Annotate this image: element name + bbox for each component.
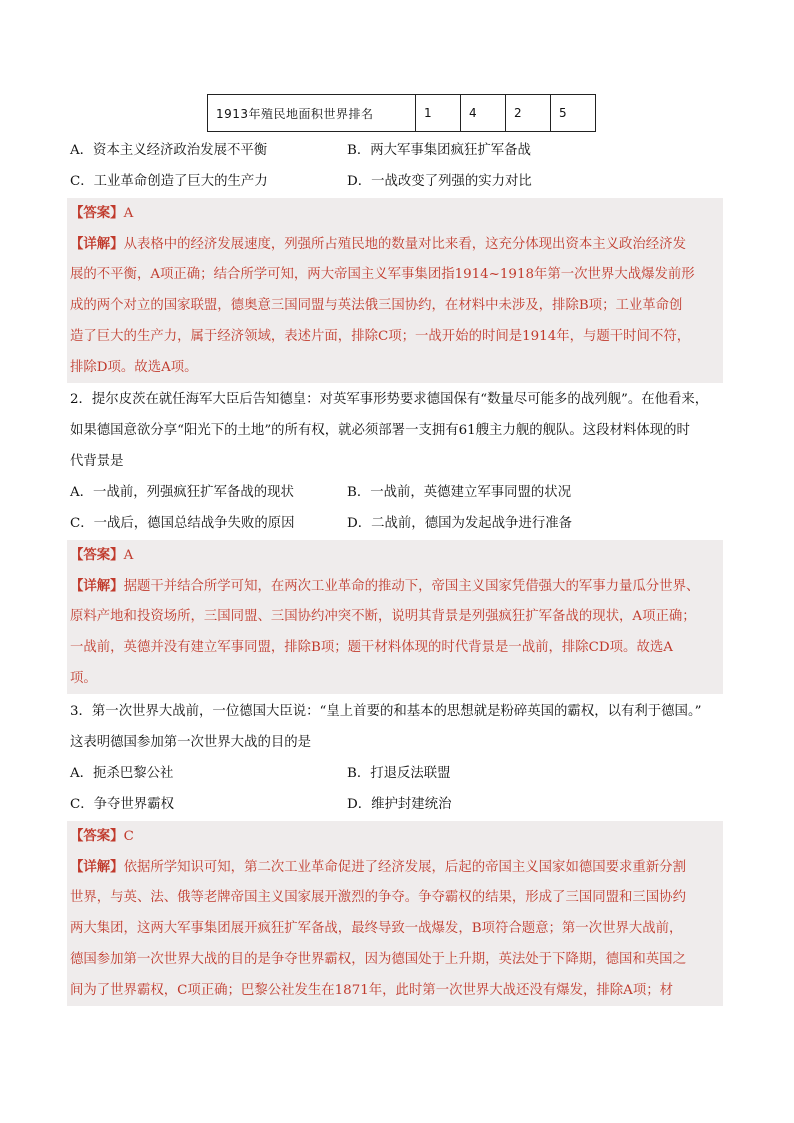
q1-detail-line-3: 成的两个对立的国家联盟，德奥意三国同盟与英法俄三国协约，在材料中未涉及，排除B项；工业革命创 — [70, 298, 683, 313]
q3-stem-line-1: 3．第一次世界大战前，一位德国大臣说：“皇上首要的和基本的思想就是粉碎英国的霸权，以有利于德国。” — [70, 704, 702, 719]
table-cell: 4 — [461, 95, 506, 132]
table-cell: 5 — [551, 95, 596, 132]
q3-detail-line-1 — [70, 852, 686, 883]
q2-detail-line-2: 原料产地和投资场所，三国同盟、三国协约冲突不断，说明其背景是列强疯狂扩军备战的现状，A项正确； — [70, 609, 696, 624]
table-cell: 1 — [416, 95, 461, 132]
answer-tag: 【答案】 — [70, 205, 124, 221]
q2-detail-line-4: 项。 — [70, 671, 97, 686]
detail-text: 从表格中的经济发展速度，列强所占殖民地的数量对比来看，这充分体现出资本主义政治经济发 — [123, 237, 686, 252]
q2-answer-block — [67, 540, 723, 694]
q2-option-c: C．一战后，德国总结战争失败的原因 — [70, 516, 295, 531]
q3-option-b: B．打退反法联盟 — [347, 766, 451, 781]
q1-detail-line-5: 排除D项。故选A项。 — [70, 360, 198, 375]
detail-tag: 【详解】 — [70, 859, 124, 875]
q3-detail-line-4: 德国参加第一次世界大战的目的是争夺世界霸权，因为德国处于上升期，英法处于下降期，德国和英国之 — [70, 952, 686, 967]
detail-text: 据题干并结合所学可知，在两次工业革命的推动下，帝国主义国家凭借强大的军事力量瓜分世界、 — [123, 579, 700, 594]
q1-detail-line-2: 展的不平衡，A项正确；结合所学可知，两大帝国主义军事集团指1914~1918年第一次世界大战爆发前形 — [70, 267, 695, 282]
answer-tag: 【答案】 — [70, 828, 124, 844]
q1-answer-block — [67, 198, 723, 383]
q2-stem-line-3: 代背景是 — [70, 454, 124, 469]
q3-option-c: C．争夺世界霸权 — [70, 797, 174, 812]
q2-stem-line-1: 2．提尔皮茨在就任海军大臣后告知德皇：对英军事形势要求德国保有“数量尽可能多的战列舰”。在他看来， — [70, 392, 709, 407]
q2-detail-line-1 — [70, 571, 699, 602]
q3-options-row-2 — [70, 790, 730, 820]
q3-options-row-1 — [70, 759, 730, 789]
q2-options-row-2 — [70, 509, 730, 539]
q3-detail-line-3: 两大集团，这两大军事集团展开疯狂扩军备战，最终导致一战爆发，B项符合题意；第一次世界大战前， — [70, 921, 683, 936]
q2-stem-line-2: 如果德国意欲分享“阳光下的土地”的所有权，就必须部署一支拥有61艘主力舰的舰队。这段材料体现的时 — [70, 423, 690, 438]
table-row-label: 1913年殖民地面积世界排名 — [208, 95, 416, 132]
detail-tag: 【详解】 — [70, 578, 124, 594]
q2-option-d: D．二战前，德国为发起战争进行准备 — [347, 516, 572, 531]
q1-options-row-2 — [70, 167, 730, 197]
q3-answer — [70, 821, 134, 852]
q1-answer — [70, 198, 133, 229]
q1-option-c: C．工业革命创造了巨大的生产力 — [70, 174, 268, 189]
answer-value: C — [123, 829, 134, 844]
q3-stem-line-2: 这表明德国参加第一次世界大战的目的是 — [70, 735, 312, 750]
q2-options-row-1 — [70, 478, 730, 508]
answer-value: A — [123, 548, 134, 563]
q1-detail-line-4: 造了巨大的生产力，属于经济领域，表述片面，排除C项；一战开始的时间是1914年，与题干时间不符， — [70, 329, 691, 344]
table-cell: 2 — [506, 95, 551, 132]
q3-detail-line-2: 世界，与英、法、俄等老牌帝国主义国家展开激烈的争夺。争夺霸权的结果，形成了三国同盟和三国协约 — [70, 890, 686, 905]
colony-ranking-table — [207, 94, 596, 132]
q2-option-a: A．一战前，列强疯狂扩军备战的现状 — [70, 485, 294, 500]
q2-answer — [70, 540, 133, 571]
q1-option-b: B．两大军事集团疯狂扩军备战 — [347, 143, 531, 158]
q2-detail-line-3: 一战前，英德并没有建立军事同盟，排除B项；题干材料体现的时代背景是一战前，排除CD项。故选A — [70, 640, 673, 655]
q1-option-d: D．一战改变了列强的实力对比 — [347, 174, 532, 189]
table-row — [208, 95, 596, 132]
answer-value: A — [123, 206, 134, 221]
q3-answer-block — [67, 821, 723, 1006]
q3-option-a: A．扼杀巴黎公社 — [70, 766, 174, 781]
q2-option-b: B．一战前，英德建立军事同盟的状况 — [347, 485, 572, 500]
answer-tag: 【答案】 — [70, 547, 124, 563]
q1-options-row-1 — [70, 136, 730, 166]
q3-option-d: D．维护封建统治 — [347, 797, 452, 812]
detail-tag: 【详解】 — [70, 236, 124, 252]
detail-text: 依据所学知识可知，第二次工业革命促进了经济发展，后起的帝国主义国家如德国要求重新分割 — [123, 860, 686, 875]
q1-detail-line-1 — [70, 229, 686, 260]
q3-detail-line-5: 间为了世界霸权，C项正确；巴黎公社发生在1871年，此时第一次世界大战还没有爆发，排除A项；材 — [70, 983, 674, 998]
q1-option-a: A．资本主义经济政治发展不平衡 — [70, 143, 268, 158]
